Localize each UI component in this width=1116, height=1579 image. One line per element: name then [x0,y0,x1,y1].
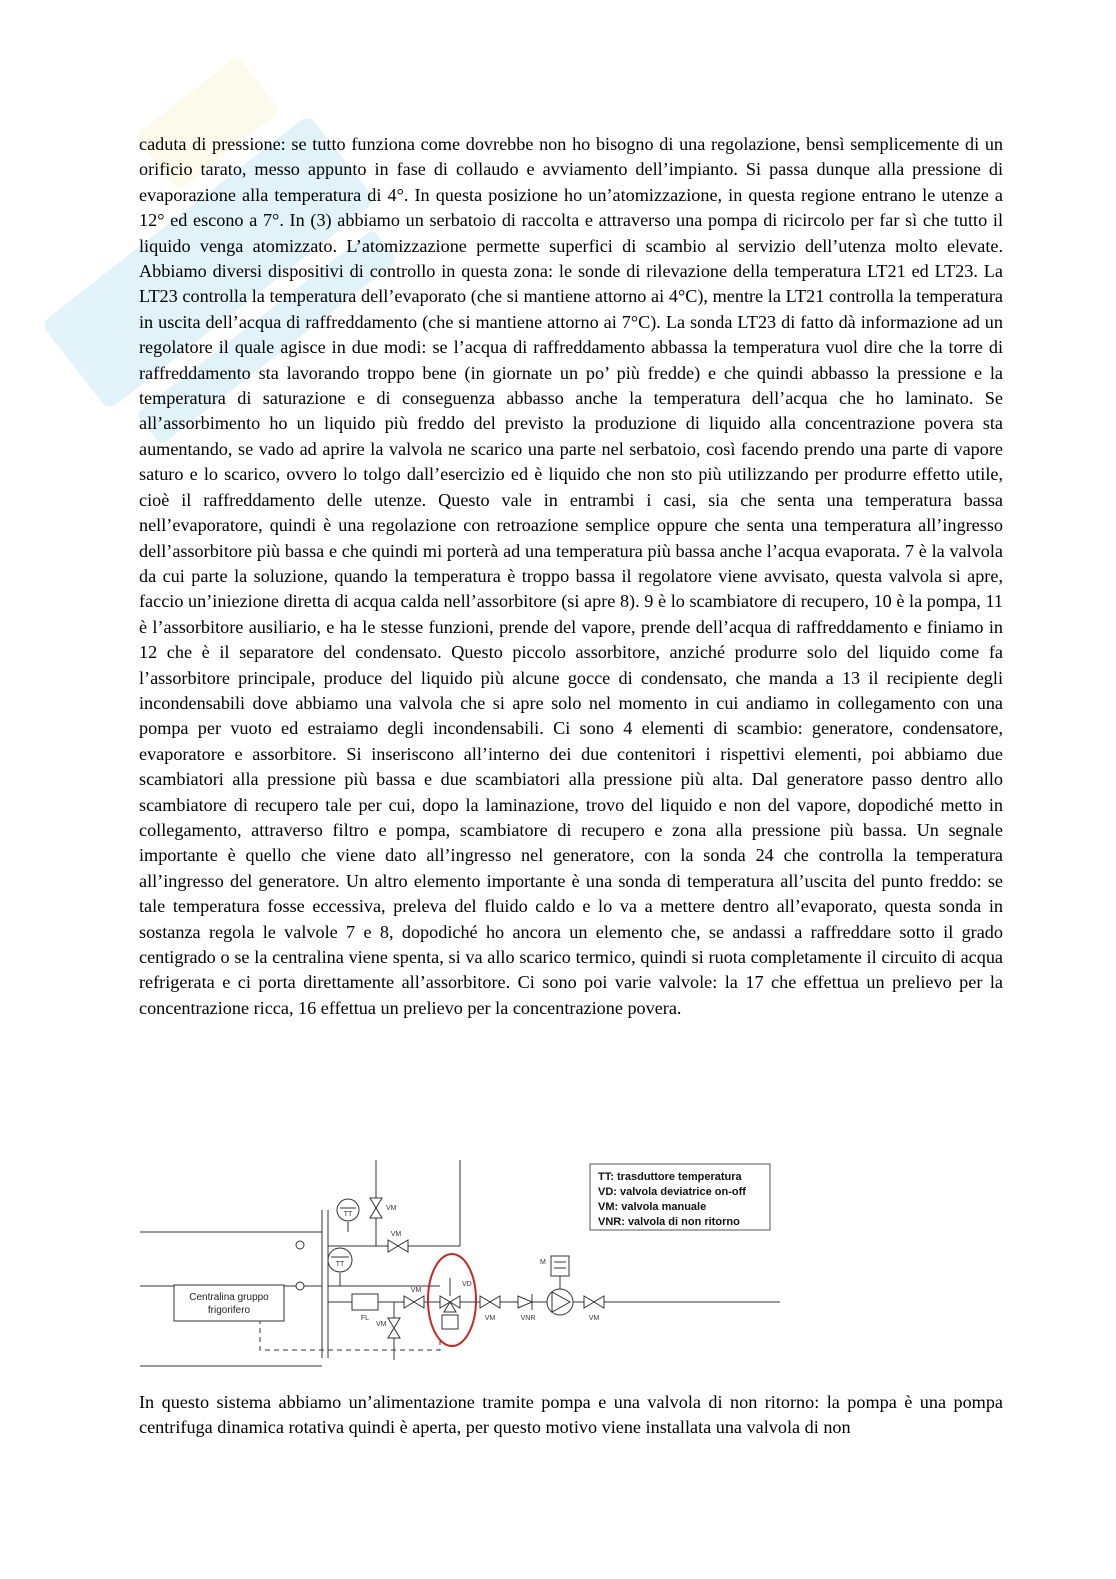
legend-item-vnr: VNR: valvola di non ritorno [598,1216,740,1228]
manual-valve-end-icon [584,1296,594,1308]
body-paragraph-1: caduta di pressione: se tutto funziona come dovrebbe non ho bisogno di una regolazione, bensì semplicemente di un orificio tarato, messo appunto in fase di collaudo e avviamento dell’impianto. Si passa dunque alla pressione di evaporazione alla temperatura di 4°. In questa posizione ho un’atomizzazione, in questa regione entrano le utenze a 12° ed escono a 7°. In (3) abbiamo un serbatoio di raccolta e attraverso una pompa di ricircolo per far sì che tutto il liquido venga atomizzato. L’atomizzazione permette superfici di scambio al servizio dell’utenza molto elevate. Abbiamo diversi dispositivi di controllo in questa zona: le sonde di rilevazione della temperatura LT21 ed LT23. La LT23 controlla la temperatura dell’evaporato (che si mantiene attorno ai 4°C), mentre la LT21 controlla la temperatura in uscita dell’acqua di raffreddamento (che si mantiene attorno ai 7°C). La sonda LT23 di fatto dà informazione ad un regolatore il quale agisce in due modi: se l’acqua di raffreddamento abbassa la temperatura vuol dire che la torre di raffreddamento sta lavorando troppo bene (in giornate un po’ più fredde) e che quindi abbasso la pressione e la temperatura di saturazione e di conseguenza abbasso anche la temperatura dell’acqua che ho laminato. Se all’assorbimento ho un liquido più freddo del previsto la produzione di liquido alla concentrazione povera sta aumentando, se vado ad aprire la valvola ne scarico una parte nel serbatoio, così facendo prendo una parte di vapore saturo e lo scarico, ovvero lo tolgo dall’esercizio ed è liquido che non sto più utilizzando per produrre effetto utile, cioè il raffreddamento delle utenze. Questo vale in entrambi i casi, sia che senta una temperatura bassa nell’evaporatore, quindi è una regolazione con retroazione semplice oppure che senta una temperatura all’ingresso dell’assorbitore più bassa e che quindi mi porterà ad una temperatura più bassa anche l’acqua evaporata. 7 è la valvola da cui parte la soluzione, quando la temperatura è troppo bassa il regolatore viene avvisato, questa valvola si apre, faccio un’iniezione diretta di acqua calda nell’assorbitore (si apre 8). 9 è lo scambiatore di recupero, 10 è la pompa, 11 è l’assorbitore ausiliario, e ha le stesse funzioni, prende del vapore, prende dell’acqua di raffreddamento e finiamo in 12 che è il separatore del condensato. Questo piccolo assorbitore, anziché produrre solo del liquido come fa l’assorbitore principale, produce del liquido più alcune gocce di condensato, che manda a 13 il recipiente degli incondensabili dove abbiamo una valvola che si apre solo nel momento in cui andiamo in collegamento con una pompa per vuoto ed estraiamo degli incondensabili. Ci sono 4 elementi di scambio: generatore, condensatore, evaporatore e assorbitore. Si inseriscono all’interno dei due contenitori i rispettivi elementi, poi abbiamo due scambiatori alla pressione più bassa e due scambiatori alla pressione più alta. Dal generatore passo dentro allo scambiatore di recupero tale per cui, dopo la laminazione, trovo del liquido e non del vapore, dopodiché metto in collegamento, attraverso filtro e pompa, scambiatore di recupero e zona alla pressione più bassa. Un segnale importante è quello che viene dato all’ingresso nel generatore, con la sonda 24 che controlla la temperatura all’ingresso del generatore. Un altro elemento importante è una sonda di temperatura all’uscita del punto freddo: se tale temperatura fosse eccessiva, preleva del fluido caldo e lo va a mettere dentro all’evaporato, questa sonda in sostanza regola le valvole 7 e 8, dopodiché ho ancora un elemento che, se andassi a raffreddare sotto il grado centigrado o se la centralina viene spenta, si va allo scarico termico, quindi si ruota completamente il circuito di acqua refrigerata e ci porta direttamente all’assorbitore. Ci sono poi varie valvole: la 17 che effettua un prelievo per la concentrazione ricca, 16 effettua un prelievo per la concentrazione povera. [139,134,1003,1018]
label-vm-before-vd: VM [410,1287,422,1294]
connection-circle-mid [296,1282,304,1290]
manual-valve-top-vertical-icon [370,1198,382,1208]
check-valve-icon [518,1296,532,1308]
manual-valve-before-vd-icon [404,1296,414,1308]
manual-valve-after-vd-icon [480,1296,490,1308]
manual-valve-top-horizontal-icon [388,1240,398,1252]
label-vm-after-vd: VM [484,1315,496,1322]
highlight-ellipse-vd [428,1254,476,1346]
label-tt-top: TT [343,1211,353,1218]
valve-schematic-figure [140,1160,780,1372]
label-fl: FL [360,1315,370,1322]
legend-item-vm: VM: valvola manuale [598,1201,707,1213]
label-vm-top-horizontal: VM [390,1231,402,1238]
label-vm-top-vertical: VM [386,1205,397,1212]
manual-valve-bottom-icon [388,1318,400,1328]
temperature-transducer-mid-icon [328,1248,352,1272]
filter-icon [352,1294,378,1310]
body-paragraph-2: In questo sistema abbiamo un’alimentazione tramite pompa e una valvola di non ritorno: la pompa è una pompa centrifuga dinamica rotativa quindi è aperta, per questo motivo viene installata una valvola di non [139,1392,1003,1438]
label-motor: M [540,1259,546,1266]
legend-item-vd: VD: valvola deviatrice on-off [598,1186,746,1198]
control-box-line1: Centralina gruppo [189,1292,269,1303]
label-tt-mid: TT [335,1261,345,1268]
control-box-line2: frigorifero [207,1305,251,1316]
valve-schematic-svg [140,1160,780,1372]
label-vd: VD [462,1281,472,1288]
control-signal-line [260,1310,440,1350]
label-vm-end: VM [588,1315,600,1322]
pump-motor-icon [551,1256,569,1276]
legend-item-tt: TT: trasduttore temperatura [598,1171,742,1183]
label-vm-bottom: VM [376,1321,387,1328]
connection-circle-top [296,1241,304,1249]
label-vnr: VNR [520,1315,536,1322]
